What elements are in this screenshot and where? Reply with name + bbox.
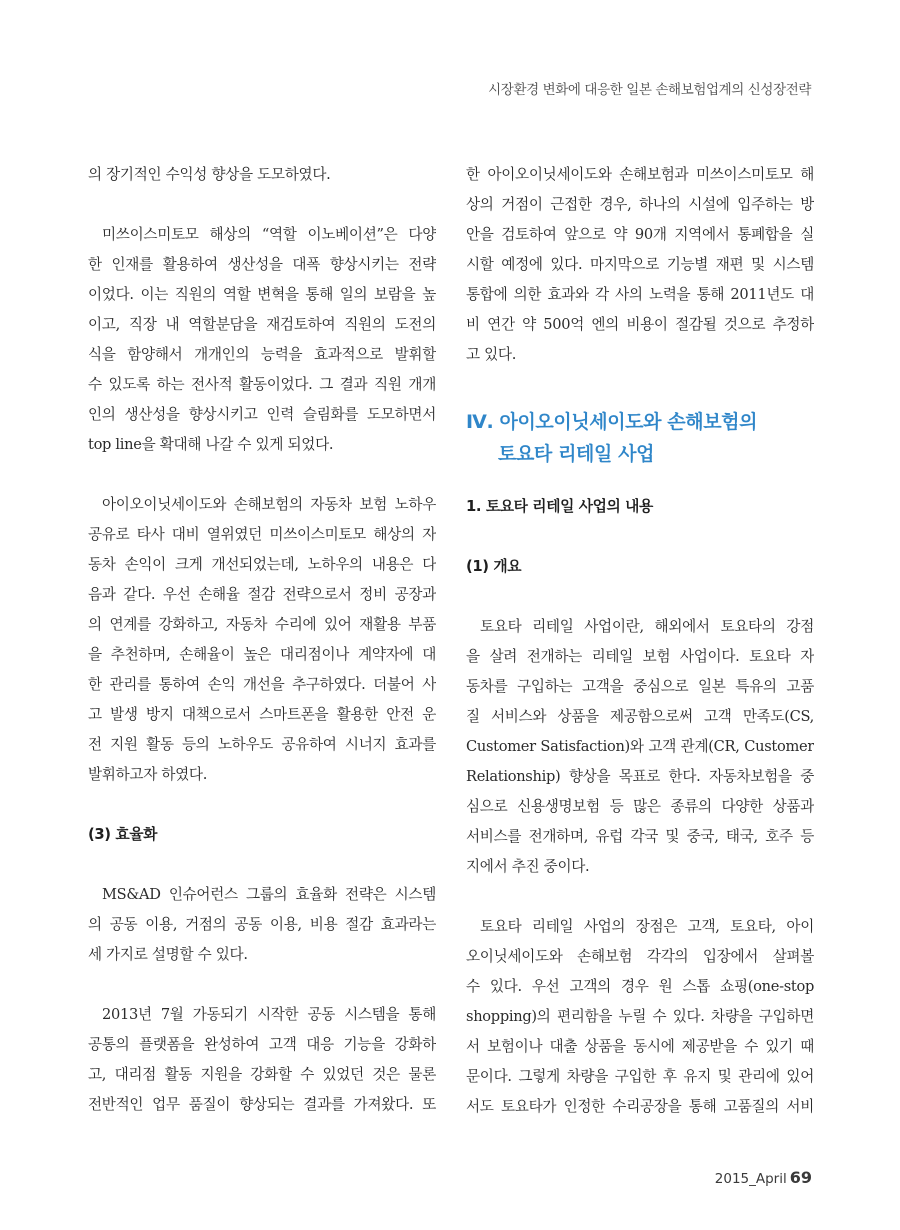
text-line: MS&AD 인슈어런스 그룹의 효율화 전략은 시스템	[102, 886, 436, 903]
text-line: 을 추천하며, 손해율이 높은 대리점이나 계약자에 대	[88, 646, 436, 663]
text-line: 동차 손익이 크게 개선되었는데, 노하우의 내용은 다	[88, 556, 436, 573]
text-line: top line을 확대해 나갈 수 있게 되었다.	[88, 436, 334, 453]
text-line: 전 지원 활동 등의 노하우도 공유하여 시너지 효과를	[88, 736, 436, 753]
right-column	[466, 160, 814, 1122]
text-line: 동차를 구입하는 고객을 중심으로 일본 특유의 고품	[466, 678, 814, 695]
text-line: 이었다. 이는 직원의 역할 변혁을 통해 일의 보람을 높	[88, 286, 436, 303]
text-line: 발휘하고자 하였다.	[88, 766, 208, 783]
text-line: 미쓰이스미토모 해상의 “역할 이노베이션”은 다양	[102, 226, 436, 243]
text-line: 시할 예정에 있다. 마지막으로 기능별 재편 및 시스템	[466, 256, 814, 273]
text-line: 한 관리를 통하여 손익 개선을 추구하였다. 더불어 사	[88, 676, 436, 693]
subsection-heading: 1. 토요타 리테일 사업의 내용	[466, 498, 653, 515]
text-line: 전반적인 업무 품질이 향상되는 결과를 가져왔다. 또	[88, 1096, 436, 1113]
left-column	[88, 160, 436, 1120]
text-line: 의 장기적인 수익성 향상을 도모하였다.	[88, 166, 331, 183]
text-line: 안을 검토하여 앞으로 약 90개 지역에서 통폐합을 실	[466, 226, 814, 243]
text-line: 통합에 의한 효과와 각 사의 노력을 통해 2011년도 대	[466, 286, 814, 303]
text-line: 식을 함양해서 개개인의 능력을 효과적으로 발휘할	[88, 346, 436, 363]
text-line: 2013년 7월 가동되기 시작한 공동 시스템을 통해	[102, 1006, 436, 1023]
page-footer	[715, 1168, 812, 1187]
text-line: 수 있도록 하는 전사적 활동이었다. 그 결과 직원 개개	[88, 376, 436, 393]
issue-label: 2015_April	[714, 1171, 787, 1187]
text-line: 서 보험이나 대출 상품을 동시에 제공받을 수 있기 때	[466, 1038, 814, 1055]
text-line: 고 발생 방지 대책으로서 스마트폰을 활용한 안전 운	[88, 706, 436, 723]
text-line: Customer Satisfaction)와 고객 관계(CR, Customer	[466, 738, 814, 755]
text-line: 토요타 리테일 사업이란, 해외에서 토요타의 강점	[480, 618, 814, 635]
text-line: shopping)의 편리함을 누릴 수 있다. 차량을 구입하면	[466, 1008, 814, 1025]
text-line: 토요타 리테일 사업의 장점은 고객, 토요타, 아이	[480, 918, 814, 935]
text-line: 아이오이닛세이도와 손해보험의 자동차 보험 노하우	[102, 496, 436, 513]
text-line: 수 있다. 우선 고객의 경우 원 스톱 쇼핑(one-stop	[466, 978, 814, 995]
text-line: 의 공동 이용, 거점의 공동 이용, 비용 절감 효과라는	[88, 916, 436, 933]
text-line: 심으로 신용생명보험 등 많은 종류의 다양한 상품과	[466, 798, 814, 815]
paragraph	[88, 220, 436, 460]
text-line: 오이닛세이도와 손해보험 각각의 입장에서 살펴볼	[466, 948, 814, 965]
text-line: 서비스를 전개하며, 유럽 각국 및 중국, 태국, 호주 등	[466, 828, 814, 845]
text-line: 문이다. 그렇게 차량을 구입한 후 유지 및 관리에 있어	[466, 1068, 814, 1085]
text-line: 지에서 추진 중이다.	[466, 858, 590, 875]
paragraph	[466, 912, 814, 1122]
text-line: 을 살려 전개하는 리테일 보험 사업이다. 토요타 자	[466, 648, 814, 665]
text-line: 서도 토요타가 인정한 수리공장을 통해 고품질의 서비	[466, 1098, 814, 1115]
page-number: 69	[789, 1168, 812, 1187]
text-line: 공통의 플랫폼을 완성하여 고객 대응 기능을 강화하	[88, 1036, 436, 1053]
text-line: 상의 거점이 근접한 경우, 하나의 시설에 입주하는 방	[466, 196, 814, 213]
paragraph	[466, 160, 814, 370]
text-line: Relationship) 향상을 목표로 한다. 자동차보험을 중	[466, 768, 814, 785]
text-line: 인의 생산성을 향상시키고 인력 슬림화를 도모하면서	[88, 406, 436, 423]
text-line: 이고, 직장 내 역할분담을 재검토하여 직원의 도전의	[88, 316, 436, 333]
text-line: 의 연계를 강화하고, 자동차 수리에 있어 재활용 부품	[88, 616, 436, 633]
text-line: 고 있다.	[466, 346, 517, 363]
text-line: 한 인재를 활용하여 생산성을 대폭 향상시키는 전략	[88, 256, 436, 273]
text-line: 비 연간 약 500억 엔의 비용이 절감될 것으로 추정하	[466, 316, 814, 333]
text-line: 고, 대리점 활동 지원을 강화할 수 있었던 것은 물론	[88, 1066, 436, 1083]
section-title-line: 토요타 리테일 사업	[498, 443, 655, 465]
text-line: 공유로 타사 대비 열위였던 미쓰이스미토모 해상의 자	[88, 526, 436, 543]
section-title	[466, 406, 814, 470]
text-line: 음과 같다. 우선 손해율 절감 전략으로서 정비 공장과	[88, 586, 436, 603]
section-title-line: Ⅳ. 아이오이닛세이도와 손해보험의	[466, 411, 758, 433]
subsection-heading: (3) 효율화	[88, 826, 158, 843]
running-header: 시장환경 변화에 대응한 일본 손해보험업계의 신성장전략	[488, 82, 811, 98]
subsection-heading: (1) 개요	[466, 558, 522, 575]
paragraph	[88, 880, 436, 970]
text-line: 질 서비스와 상품을 제공함으로써 고객 만족도(CS,	[466, 708, 814, 725]
paragraph	[88, 490, 436, 790]
paragraph	[88, 1000, 436, 1120]
text-line: 한 아이오이닛세이도와 손해보험과 미쓰이스미토모 해	[466, 166, 814, 183]
text-line: 세 가지로 설명할 수 있다.	[88, 946, 248, 963]
paragraph	[466, 612, 814, 882]
paragraph	[88, 160, 436, 190]
